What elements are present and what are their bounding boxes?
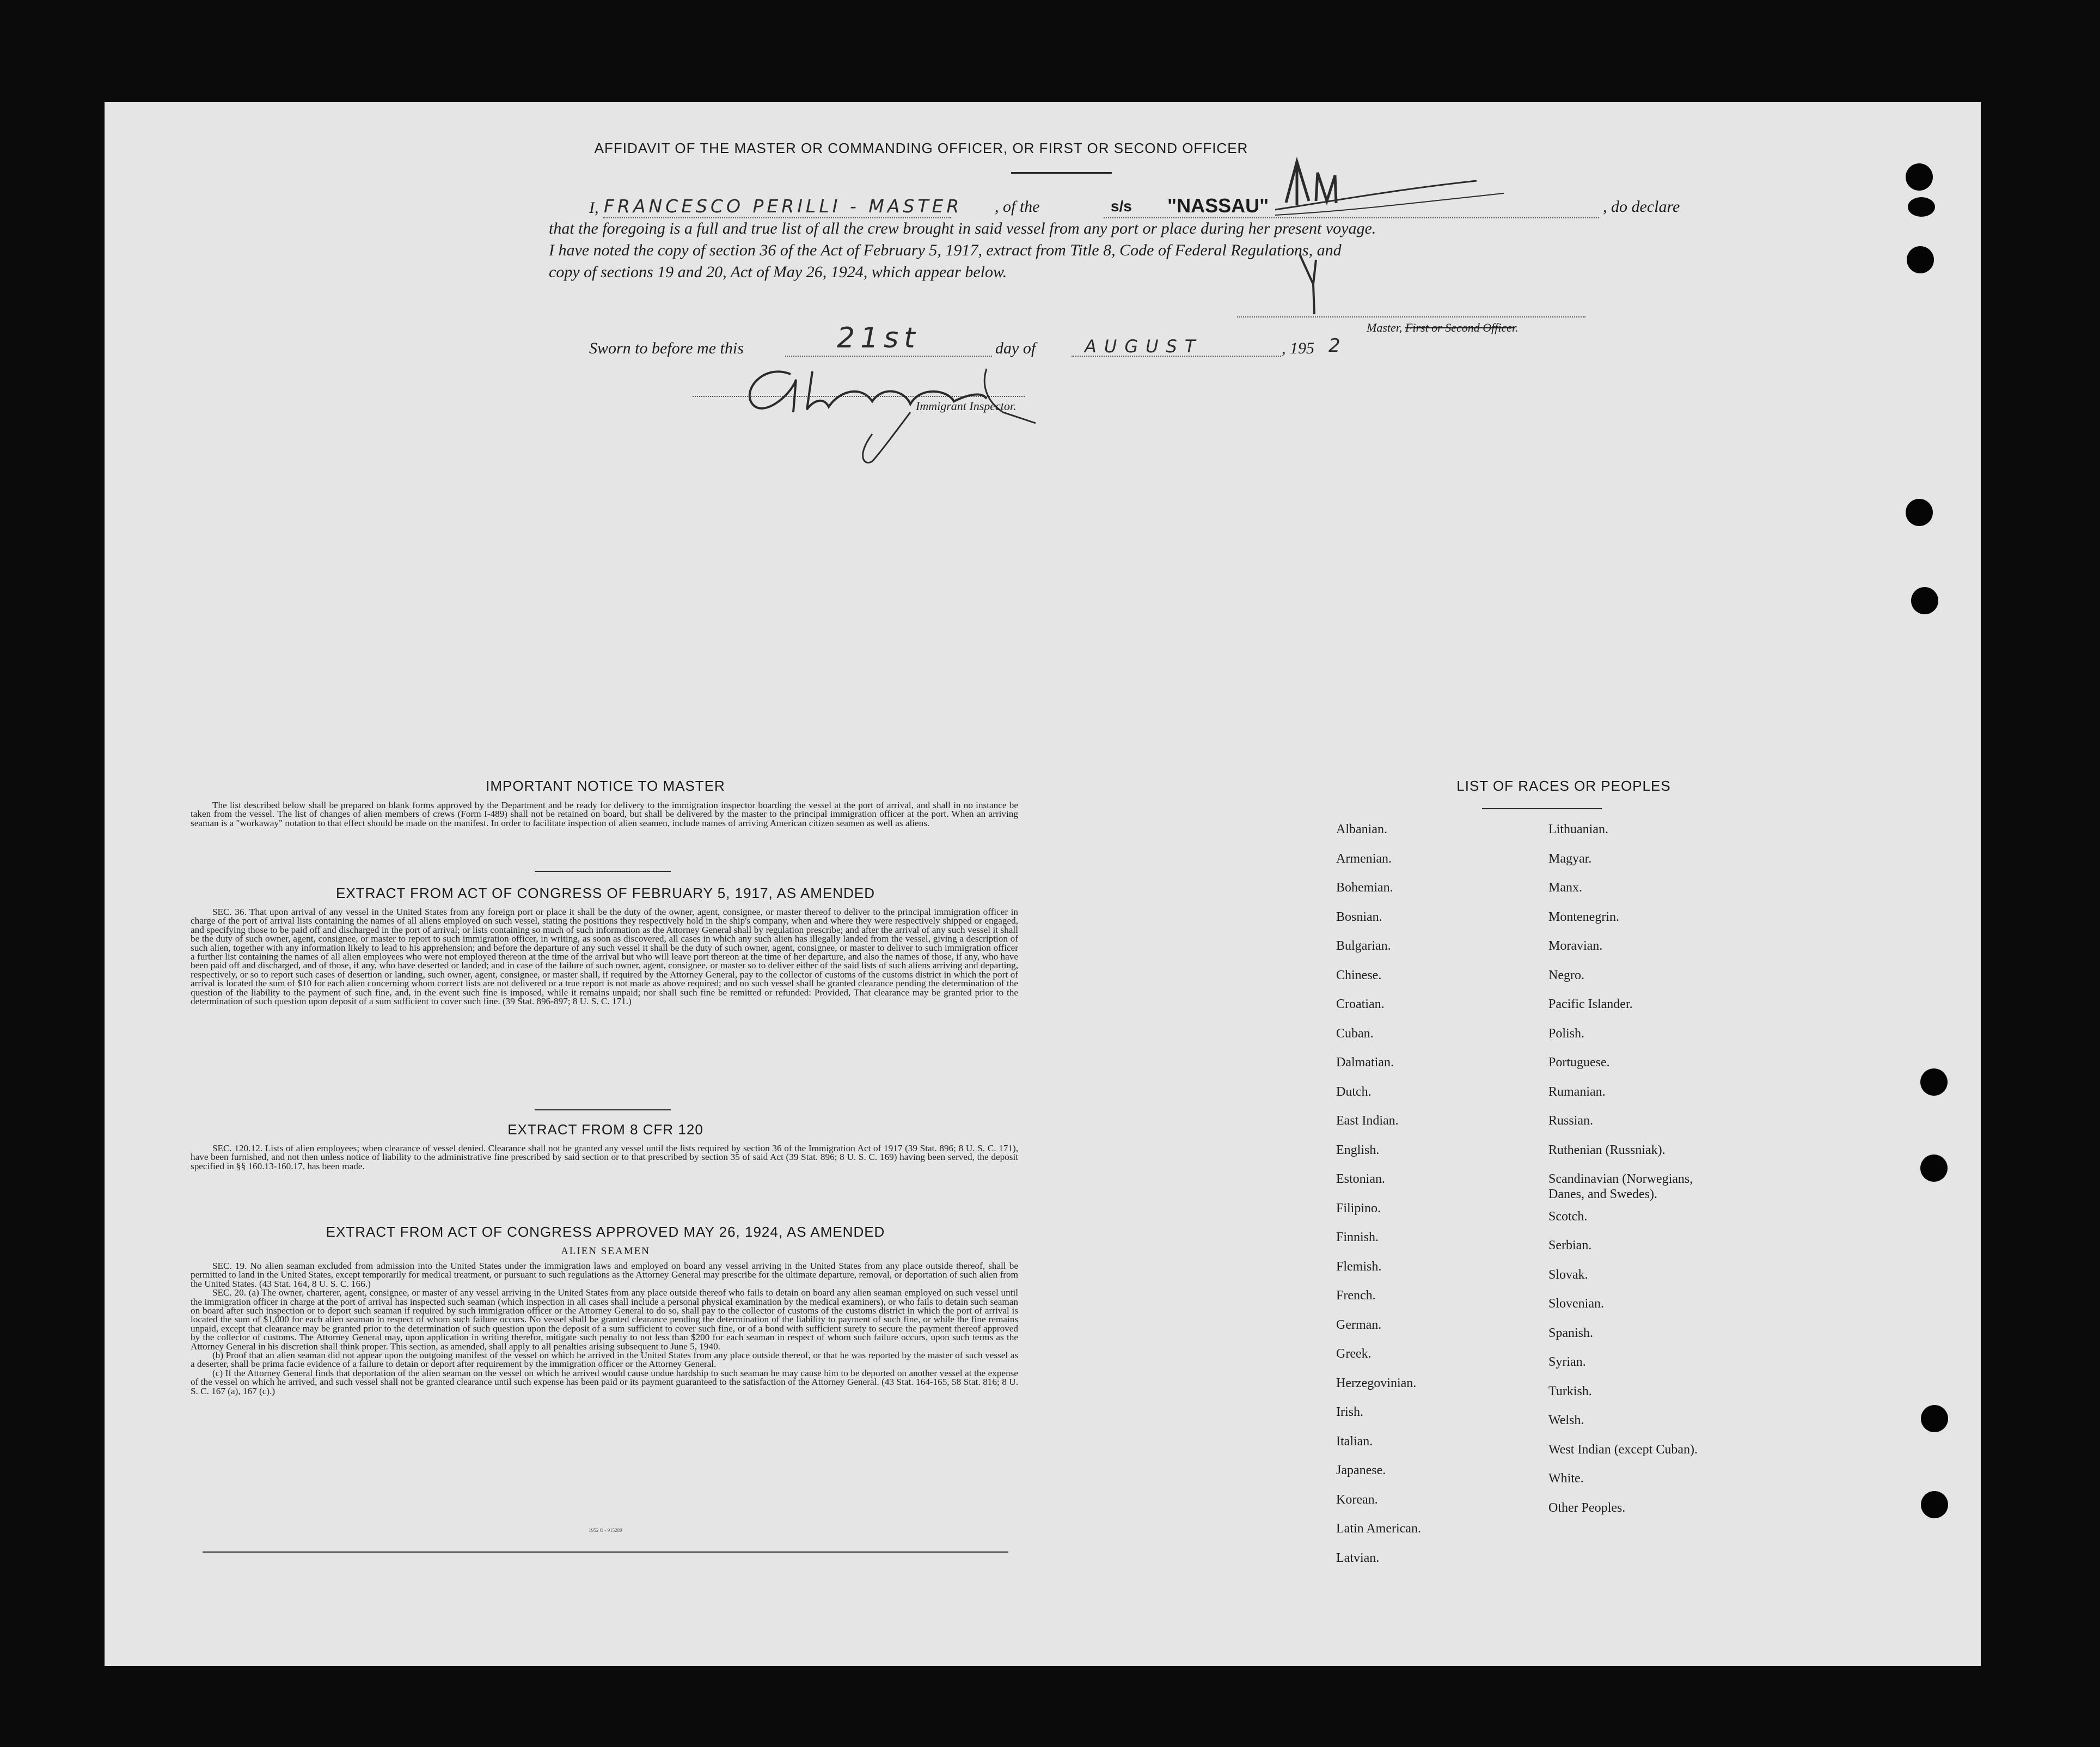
race-item: Lithuanian. xyxy=(1548,822,1608,836)
binder-hole xyxy=(1920,1155,1948,1182)
sworn-prefix: Sworn to before me this xyxy=(589,339,744,357)
race-item: Italian. xyxy=(1336,1434,1373,1449)
extract-1917-title: EXTRACT FROM ACT OF CONGRESS OF FEBRUARY 5, 1917, AS AMENDED xyxy=(336,885,875,901)
race-item: Portuguese. xyxy=(1548,1055,1610,1070)
race-item: Estonian. xyxy=(1336,1172,1385,1186)
race-item: Negro. xyxy=(1548,968,1584,982)
race-item: Pacific Islander. xyxy=(1548,997,1633,1011)
binder-hole xyxy=(1906,499,1933,526)
race-item: Scotch. xyxy=(1548,1209,1588,1224)
race-item: Armenian. xyxy=(1336,851,1392,866)
race-item: Bohemian. xyxy=(1336,881,1393,895)
race-item: Japanese. xyxy=(1336,1463,1386,1477)
bottom-rule xyxy=(203,1551,1008,1553)
race-item: Flemish. xyxy=(1336,1259,1382,1274)
notice-body: The list described below shall be prepared on blank forms approved by the Department and be ready for delivery to the immigration inspector boarding the vessel at the port of arrival, and shall in no instance be taken from the vessel. The list of changes of alien members of crews (Form I-489) shall not be retained on board, but shall be delivered by the master to the principal immigration officer at the port. When an arriving seaman is a "workaway" notation to that effect should be made on the manifest. In order to facilitate inspection of alien seamen, include names of arriving American citizen seamen as well as aliens. xyxy=(191,800,1018,828)
sec-20a-text: SEC. 20. (a) The owner, charterer, agent, consignee, or master of any vessel arriving in the United States from any place outside thereof who fails to detain on board any alien seaman employed on such vessel until the immigration officer in charge at the port of arrival has inspected such seaman (which inspection in all cases shall include a personal physical examination by the medical examiners), or who fails to detain such seaman on board after such inspection or to deport such seaman if required by such immigration officer or the Attorney General to do so, shall pay to the collector of customs of the customs district in which the port of arrival is located the sum of $1,000 for each alien seaman in respect of whom such failure occurs. No vessel shall be granted clearance pending the determination of the liability to payment of such fine, or while the fine remains unpaid, except that clearance may be granted prior to the determination of such question upon the deposit of a sum sufficient to cover such fine, or of a bond with sufficient surety to secure the payment thereof approved by the collector of customs. The Attorney General may, upon application in writing therefor, mitigate such penalty to not less than $200 for each seaman in respect of whom such failure occurs, upon such terms as the Attorney General in his discretion shall think proper. This section, as amended, shall apply to all penalties arising subsequent to June 5, 1940. xyxy=(191,1287,1018,1352)
race-item: Rumanian. xyxy=(1548,1084,1606,1099)
race-item: Irish. xyxy=(1336,1405,1363,1419)
title-rule xyxy=(1011,172,1112,174)
race-item: Korean. xyxy=(1336,1492,1378,1507)
declare-suffix: , do declare xyxy=(1603,198,1680,216)
race-item: Montenegrin. xyxy=(1548,909,1619,924)
binder-hole xyxy=(1921,1405,1948,1432)
race-item: French. xyxy=(1336,1288,1376,1303)
print-code: 1952 O - 915289 xyxy=(589,1528,622,1533)
race-item: Other Peoples. xyxy=(1548,1500,1626,1515)
race-item: Manx. xyxy=(1548,881,1582,895)
race-item: Syrian. xyxy=(1548,1355,1586,1369)
race-item: Russian. xyxy=(1548,1114,1594,1128)
master-name: FRANCESCO PERILLI - MASTER xyxy=(604,196,963,217)
master-name-line xyxy=(603,217,951,218)
race-item: Moravian. xyxy=(1548,939,1603,953)
race-item: Spanish. xyxy=(1548,1325,1594,1340)
race-item: West Indian (except Cuban). xyxy=(1548,1442,1698,1457)
race-item: Chinese. xyxy=(1336,968,1382,982)
race-item: Magyar. xyxy=(1548,851,1592,866)
binder-hole xyxy=(1920,1068,1948,1096)
race-item: Scandinavian (Norwegians, Danes, and Swedes). xyxy=(1548,1172,1693,1201)
vessel-name: "NASSAU" xyxy=(1167,194,1269,217)
form-page xyxy=(105,102,1981,1666)
race-item: Finnish. xyxy=(1336,1230,1379,1244)
race-item: Serbian. xyxy=(1548,1238,1592,1253)
inspector-caption: Immigrant Inspector. xyxy=(916,399,1017,413)
extract-1924-subtitle: ALIEN SEAMEN xyxy=(561,1245,650,1257)
declaration-line-3: I have noted the copy of section 36 of the Act of February 5, 1917, extract from Title 8, Code of Federal Regulations, and xyxy=(549,241,1342,259)
binder-hole xyxy=(1906,163,1933,191)
race-item: Bosnian. xyxy=(1336,909,1382,924)
binder-hole xyxy=(1908,197,1935,217)
master-initials-mark xyxy=(1275,151,1520,325)
race-item: Herzegovinian. xyxy=(1336,1376,1417,1390)
year-prefix: , 195 xyxy=(1282,339,1314,357)
extract-1917-body: SEC. 36. That upon arrival of any vessel in the United States from any foreign port or place it shall be the duty of the owner, agent, consignee, or master thereof to deliver to the principal immigration officer in charge of the port of arrival lists containing the names of all aliens employed on such vessel, stating the positions they respectively hold in the ship's company, when and where they were respectively shipped or engaged, and specifying those to be paid off and discharged in the port of arrival; or lists containing so much of such information as the Attorney General shall by regulation prescribe; and after the arrival of any such vessel it shall be the duty of such owner, agent, consignee, or master to report to such immigration officer, in writing, as soon as discovered, all cases in which any such alien has illegally landed from the vessel, giving a description of such alien, together with any information likely to lead to his apprehension; and before the departure of any such vessel it shall be the duty of such owner, agent, consignee, or master to deliver to such immigration officer a further list containing the names of all alien employees who were not employed thereon at the time of the arrival but who will leave port thereon at the time of her departure, and also the names of those, if any, who have been paid off and discharged, and of those, if any, who have deserted or landed; and in case of the failure of such owner, agent, consignee, or master so to deliver either of the said lists of such aliens arriving and departing, respectively, or so to report such cases of desertion or landing, such owner, agent, consignee, or master shall, if required by the Attorney General, pay to the collector of customs of the customs district in which the port of arrival is located the sum of $10 for each alien concerning whom correct lists are not delivered or a true report is not made as above required; and no such vessel shall be granted clearance pending the determination of the question of the liability to the payment of such fine, and, in the event such fine is imposed, while it remains unpaid; nor shall such fine be remitted or refunded: Provided, That clearance may be granted prior to the determination of such question upon deposit of a sum sufficient to cover such fine. (39 Stat. 896-897; 8 U. S. C. 171.) xyxy=(191,907,1018,1007)
race-item: Albanian. xyxy=(1336,822,1387,836)
binder-hole xyxy=(1921,1491,1948,1518)
sworn-month-line xyxy=(1072,356,1281,357)
declaration-line-2: that the foregoing is a full and true list of all the crew brought in said vessel from any port or place during her present voyage. xyxy=(549,219,1376,237)
race-item: Polish. xyxy=(1548,1026,1585,1041)
race-item: Bulgarian. xyxy=(1336,939,1391,953)
race-item: Greek. xyxy=(1336,1347,1372,1361)
race-item: Latin American. xyxy=(1336,1522,1421,1536)
year-digit: 2 xyxy=(1328,335,1344,357)
extract-cfr-body: SEC. 120.12. Lists of alien employees; when clearance of vessel denied. Clearance shall not be granted any vessel until the lists required by section 36 of the Immigration Act of 1917 (39 Stat. 896; 8 U. S. C. 171), have been furnished, and not then unless notice of liability to the administrative fine prescribed by said section or to that prescribed by section 35 of said Act (39 Stat. 896; 8 U. S. C. 169) having been served, the deposit specified in §§ 160.13-160.17, has been made. xyxy=(191,1143,1018,1171)
day-of-text: day of xyxy=(995,339,1036,357)
sworn-month: AUGUST xyxy=(1085,336,1203,357)
binder-hole xyxy=(1907,246,1934,273)
declare-prefix: I, xyxy=(589,199,599,217)
sec-20b-text: (b) Proof that an alien seaman did not appear upon the outgoing manifest of the vessel on which he arrived in the United States from any place outside thereof, or that he was reported by the master of such vessel as a deserter, shall be prima facie evidence of a failure to detain or deport after requirement by the immigration officer or the Attorney General. xyxy=(191,1350,1018,1370)
race-item: East Indian. xyxy=(1336,1114,1399,1128)
vessel-prefix: s/s xyxy=(1111,198,1132,215)
race-item: Turkish. xyxy=(1548,1384,1592,1398)
race-item: White. xyxy=(1548,1471,1584,1486)
race-item: Cuban. xyxy=(1336,1026,1374,1041)
race-item: Slovak. xyxy=(1548,1267,1588,1282)
race-item: German. xyxy=(1336,1317,1382,1332)
race-item: Croatian. xyxy=(1336,997,1385,1011)
race-item: English. xyxy=(1336,1143,1380,1157)
sec-19-text: SEC. 19. No alien seaman excluded from admission into the United States under the immigration laws and employed on board any vessel arriving in the United States from any place outside thereof, shall be permitted to land in the United States, except temporarily for medical treatment, or pursuant to such regulations as the Attorney General may prescribe for the ultimate departure, removal, or deportation of such alien from the United States. (43 Stat. 164, 8 U. S. C. 166.) xyxy=(191,1261,1018,1289)
extract-1917-rule xyxy=(535,1109,671,1110)
race-item: Dutch. xyxy=(1336,1084,1372,1099)
extract-1924-title: EXTRACT FROM ACT OF CONGRESS APPROVED MAY 26, 1924, AS AMENDED xyxy=(326,1224,885,1240)
notice-rule xyxy=(535,871,671,872)
binder-hole xyxy=(1911,587,1938,614)
race-item: Filipino. xyxy=(1336,1201,1381,1215)
races-title: LIST OF RACES OR PEOPLES xyxy=(1456,778,1671,794)
extract-cfr-title: EXTRACT FROM 8 CFR 120 xyxy=(507,1121,703,1138)
race-item: Latvian. xyxy=(1336,1550,1380,1565)
race-item: Welsh. xyxy=(1548,1413,1584,1427)
race-item: Slovenian. xyxy=(1548,1297,1604,1311)
master-signature-caption: Master, First or Second Officer. xyxy=(1367,321,1519,334)
affidavit-title: AFFIDAVIT OF THE MASTER OR COMMANDING OFFICER, OR FIRST OR SECOND OFFICER xyxy=(594,140,1248,156)
extract-1924-body xyxy=(191,1262,1018,1396)
sworn-day: 21st xyxy=(837,322,921,355)
declaration-line-4: copy of sections 19 and 20, Act of May 26, 1924, which appear below. xyxy=(549,263,1007,281)
race-item: Ruthenian (Russniak). xyxy=(1548,1143,1666,1157)
race-item: Dalmatian. xyxy=(1336,1055,1394,1070)
notice-title: IMPORTANT NOTICE TO MASTER xyxy=(486,778,725,794)
sec-20c-text: (c) If the Attorney General finds that deportation of the alien seaman on the vessel on which he arrived would cause undue hardship to such seaman he may cause him to be deported on another vessel at the expense of the vessel on which he arrived, and such vessel shall not be granted clearance until such expense has been paid or its payment guaranteed to the satisfaction of the Attorney General. (43 Stat. 164-165, 58 Stat. 816; 8 U. S. C. 167 (a), 167 (c).) xyxy=(191,1367,1018,1396)
races-rule xyxy=(1482,808,1602,809)
of-the-text: , of the xyxy=(995,198,1040,216)
